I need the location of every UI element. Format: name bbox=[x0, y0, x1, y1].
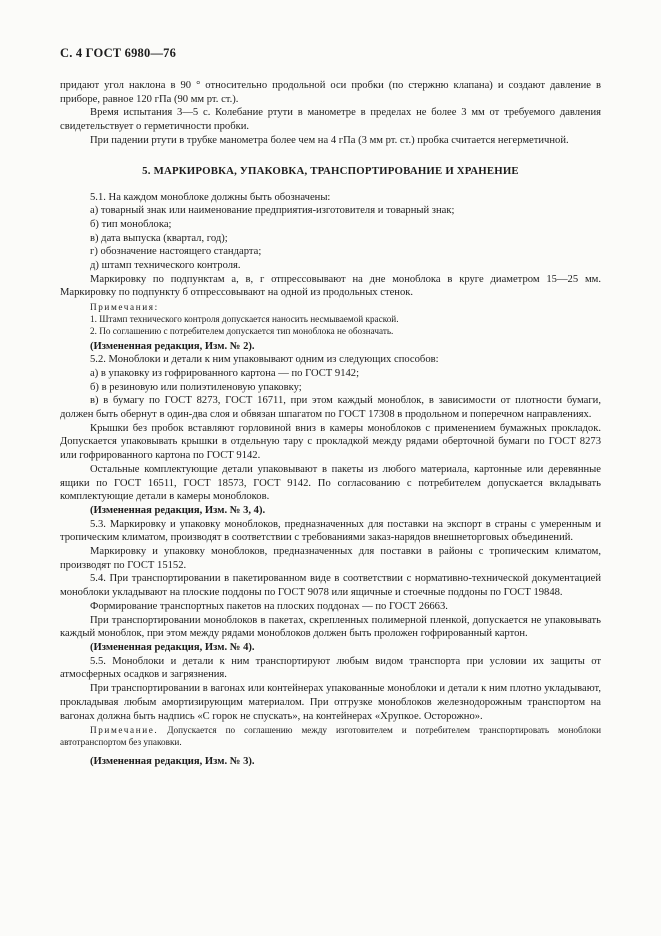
clause-5-2-item-b: б) в резиновую или полиэтиленовую упаковку; bbox=[90, 381, 302, 393]
document-page bbox=[60, 46, 601, 769]
clause-5-4-revision: (Измененная редакция, Изм. № 4). bbox=[90, 642, 255, 653]
clause-5-3-tropical: Маркировку и упаковку моноблоков, предназначенных для поставки в районы с тропическим климатом, производят по ГОСТ 15152. bbox=[60, 546, 601, 571]
clause-5-1-lead: 5.1. На каждом моноблоке должны быть обозначены: bbox=[90, 191, 331, 203]
clause-5-1-item-b: б) тип моноблока; bbox=[90, 218, 172, 230]
clause-5-1-item-a: а) товарный знак или наименование предприятия-изготовителя и товарный знак; bbox=[90, 205, 455, 217]
clause-5-2-covers: Крышки без пробок вставляют горловиной вниз в камеры моноблоков с применением бумажных прокладок. Допускается упаковывать крышки в отдельную тару с прокладкой между рядами оберточной бумаги по ГОСТ 8273 или гофрированного картона по ГОСТ 9142. bbox=[60, 422, 601, 462]
clause-5-2-item-v: в) в бумагу по ГОСТ 8273, ГОСТ 16711, при этом каждый моноблок, в зависимости от плотности бумаги, должен быть обернут в один-два слоя и обвязан шпагатом по ГОСТ 17308 в продольном и поперечном направлениях. bbox=[60, 395, 601, 421]
clause-5-1-item-d: д) штамп технического контроля. bbox=[90, 260, 241, 272]
clause-5-1-item-v: в) дата выпуска (квартал, год); bbox=[90, 232, 228, 244]
clause-5-4-film: При транспортировании моноблоков в пакетах, скрепленных полимерной пленкой, допускается не упаковывать каждый моноблок, при этом между рядами моноблоков должен быть проложен гофрированный картон. bbox=[60, 614, 601, 640]
clause-5-2-revision: (Измененная редакция, Изм. № 3, 4). bbox=[90, 504, 266, 516]
clause-5-1-note-1: 1. Штамп технического контроля допускается наносить несмываемой краской. bbox=[90, 313, 399, 324]
intro-paragraph-1: придают угол наклона в 90 ° относительно продольной оси пробки (по стержню клапана) и создают давление в приборе, равное 120 гПа (90 мм рт. ст.). bbox=[60, 80, 601, 105]
clause-5-5-note-text: Допускается по соглашению между изготовителем и потребителем транспортировать моноблоки автотранспортом без упаковки. bbox=[60, 725, 601, 748]
intro-paragraph-3: При падении ртути в трубке манометра более чем на 4 гПа (3 мм рт. ст.) пробка считается негерметичной. bbox=[90, 134, 569, 146]
clause-5-3: 5.3. Маркировку и упаковку моноблоков, предназначенных для поставки на экспорт в страны с умеренным и тропическим климатом, производят в соответствии с требованиями заказ-нарядов внешнеторговых объединений. bbox=[60, 518, 601, 544]
clause-5-4: 5.4. При транспортировании в пакетированном виде в соответствии с нормативно-технической документацией моноблоки укладывают на плоские поддоны по ГОСТ 9078 или ящичные и стоечные поддоны по ГОСТ 19848. bbox=[60, 573, 601, 599]
clause-5-1-marking: Маркировку по подпунктам а, в, г отпрессовывают на дне моноблока в круге диаметром 15—25 мм. Маркировку по подпункту б отпрессовывают на одной из продольных стенок. bbox=[60, 273, 601, 299]
clause-5-2-others: Остальные комплектующие детали упаковывают в пакеты из любого материала, картонные или деревянные ящики по ГОСТ 16511, ГОСТ 18573, ГОСТ 9142. По согласованию с потребителем допускается вкладывать комплектующие детали в камеры моноблоков. bbox=[60, 463, 601, 503]
clause-5-5-note bbox=[60, 725, 601, 749]
clause-5-4-packets: Формирование транспортных пакетов на плоских поддонах — по ГОСТ 26663. bbox=[90, 600, 448, 612]
clause-5-5-wagons: При транспортировании в вагонах или контейнерах упакованные моноблоки и детали к ним плотно укладывают, прокладывая любым амортизирующим материалом. При отгрузке моноблоков железнодорожным транспортом на вагонах должна быть надпись «С горок не спускать», на контейнерах «Хрупкое. Осторожно». bbox=[60, 683, 601, 722]
clause-5-1-note-2: 2. По соглашению с потребителем допускается тип моноблока не обозначать. bbox=[90, 325, 394, 336]
clause-5-5: 5.5. Моноблоки и детали к ним транспортируют любым видом транспорта при условии их защиты от атмосферных осадков и загрязнения. bbox=[60, 655, 601, 681]
clause-5-2-item-a: а) в упаковку из гофрированного картона — по ГОСТ 9142; bbox=[90, 367, 360, 379]
clause-5-1-notes-title: Примечания: bbox=[90, 302, 159, 313]
clause-5-1-item-g: г) обозначение настоящего стандарта; bbox=[90, 246, 262, 258]
intro-paragraph-2: Время испытания 3—5 с. Колебание ртути в манометре в пределах не более 3 мм от требуемого давления свидетельствует о герметичности пробки. bbox=[60, 107, 601, 133]
clause-5-5-note-title: Примечание. bbox=[90, 725, 159, 736]
section-title: 5. МАРКИРОВКА, УПАКОВКА, ТРАНСПОРТИРОВАНИЕ И ХРАНЕНИЕ bbox=[142, 164, 519, 177]
clause-5-1-revision: (Измененная редакция, Изм. № 2). bbox=[90, 340, 255, 352]
clause-5-5-revision: (Измененная редакция, Изм. № 3). bbox=[90, 755, 255, 767]
clause-5-2-lead: 5.2. Моноблоки и детали к ним упаковывают одним из следующих способов: bbox=[90, 354, 439, 366]
page-header: С. 4 ГОСТ 6980—76 bbox=[60, 46, 177, 60]
